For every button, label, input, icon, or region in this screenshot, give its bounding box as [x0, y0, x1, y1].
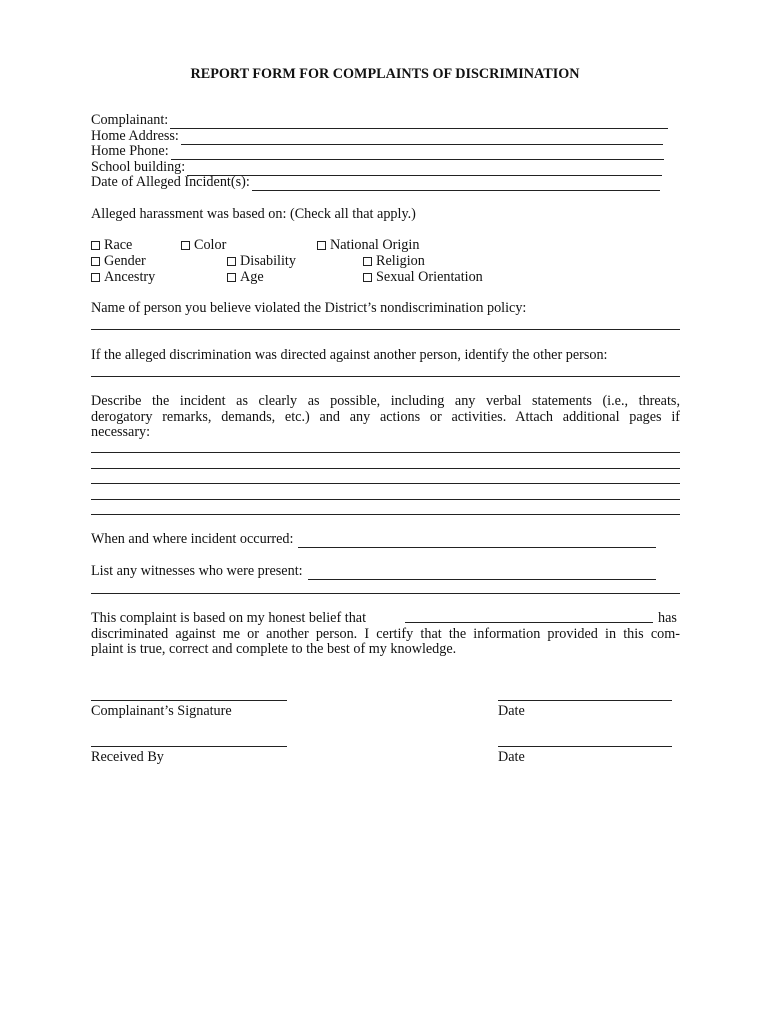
checkbox-square-icon[interactable] — [181, 241, 190, 250]
checkbox-square-icon[interactable] — [227, 273, 236, 282]
checkbox-race[interactable] — [91, 237, 132, 254]
home-address-field[interactable] — [91, 129, 663, 145]
complainant-field[interactable] — [91, 113, 668, 129]
home-phone-label: Home Phone: — [91, 143, 169, 159]
checkbox-ancestry[interactable] — [91, 269, 155, 286]
other-person-prompt: If the alleged discrimination was directed against another person, identify the other person: — [91, 347, 608, 363]
checkbox-national-origin[interactable] — [317, 237, 419, 254]
checkbox-sexual-orientation-label: Sexual Orientation — [376, 269, 483, 285]
checkbox-square-icon[interactable] — [227, 257, 236, 266]
date-label-2: Date — [498, 749, 525, 765]
form-title: REPORT FORM FOR COMPLAINTS OF DISCRIMINATION — [190, 66, 580, 82]
checkbox-gender-label: Gender — [104, 253, 146, 269]
certification-line-3: plaint is true, correct and complete to the best of my knowledge. — [91, 641, 457, 657]
describe-line-5[interactable] — [91, 514, 680, 515]
describe-line-2[interactable] — [91, 468, 680, 469]
complainant-signature-label: Complainant’s Signature — [91, 703, 232, 719]
describe-prompt-line-3: necessary: — [91, 424, 151, 440]
certification-text-start: This complaint is based on my honest belief that — [91, 610, 367, 626]
date-label-1: Date — [498, 703, 525, 719]
checkbox-age-label: Age — [240, 269, 264, 285]
date-line-2[interactable] — [498, 746, 672, 747]
violator-line[interactable] — [91, 329, 680, 330]
when-where-field[interactable] — [91, 532, 656, 548]
witnesses-field[interactable] — [91, 564, 656, 580]
checkbox-ancestry-label: Ancestry — [104, 269, 156, 285]
home-phone-line[interactable] — [171, 147, 664, 160]
checkbox-national-origin-label: National Origin — [330, 237, 420, 253]
checkbox-color[interactable] — [181, 237, 226, 254]
describe-line-3[interactable] — [91, 483, 680, 484]
date-line-1[interactable] — [498, 700, 672, 701]
describe-line-4[interactable] — [91, 499, 680, 500]
describe-line-1[interactable] — [91, 452, 680, 453]
checkbox-gender[interactable] — [91, 253, 146, 270]
checkbox-square-icon[interactable] — [363, 273, 372, 282]
harassment-prompt: Alleged harassment was based on: (Check all that apply.) — [91, 206, 416, 222]
home-address-label: Home Address: — [91, 128, 179, 144]
certification-text-has: has — [658, 610, 677, 626]
received-by-label: Received By — [91, 749, 164, 765]
checkbox-square-icon[interactable] — [317, 241, 326, 250]
accused-name-line[interactable] — [405, 622, 653, 623]
checkbox-sexual-orientation[interactable] — [363, 269, 483, 286]
checkbox-square-icon[interactable] — [91, 241, 100, 250]
checkbox-race-label: Race — [104, 237, 133, 253]
describe-prompt-line-1: Describe the incident as clearly as possible, including any verbal statements (i.e., threats, — [91, 393, 680, 409]
complainant-line[interactable] — [170, 116, 668, 129]
received-by-line[interactable] — [91, 746, 287, 747]
witnesses-extra-line[interactable] — [91, 593, 680, 594]
violator-prompt: Name of person you believe violated the District’s nondiscrimination policy: — [91, 300, 527, 316]
date-incident-field[interactable] — [91, 175, 660, 191]
checkbox-religion-label: Religion — [376, 253, 425, 269]
checkbox-square-icon[interactable] — [91, 273, 100, 282]
describe-prompt-line-2: derogatory remarks, demands, etc.) and any actions or activities. Attach additional pages if — [91, 409, 680, 425]
witnesses-label: List any witnesses who were present: — [91, 563, 303, 579]
checkbox-disability[interactable] — [227, 253, 296, 270]
school-building-label: School building: — [91, 159, 186, 175]
witnesses-line[interactable] — [308, 567, 656, 580]
when-where-label: When and where incident occurred: — [91, 531, 294, 547]
when-where-line[interactable] — [298, 535, 656, 548]
checkbox-religion[interactable] — [363, 253, 425, 270]
checkbox-square-icon[interactable] — [363, 257, 372, 266]
certification-line-2: discriminated against me or another person. I certify that the information provided in this com- — [91, 626, 680, 642]
checkbox-disability-label: Disability — [240, 253, 296, 269]
checkbox-age[interactable] — [227, 269, 264, 286]
complainant-label: Complainant: — [91, 112, 169, 128]
checkbox-square-icon[interactable] — [91, 257, 100, 266]
home-phone-field[interactable] — [91, 144, 664, 160]
complainant-signature-line[interactable] — [91, 700, 287, 701]
checkbox-color-label: Color — [194, 237, 227, 253]
other-person-line[interactable] — [91, 376, 680, 377]
date-incident-label: Date of Alleged Incident(s): — [91, 174, 250, 190]
date-incident-line[interactable] — [252, 178, 660, 191]
